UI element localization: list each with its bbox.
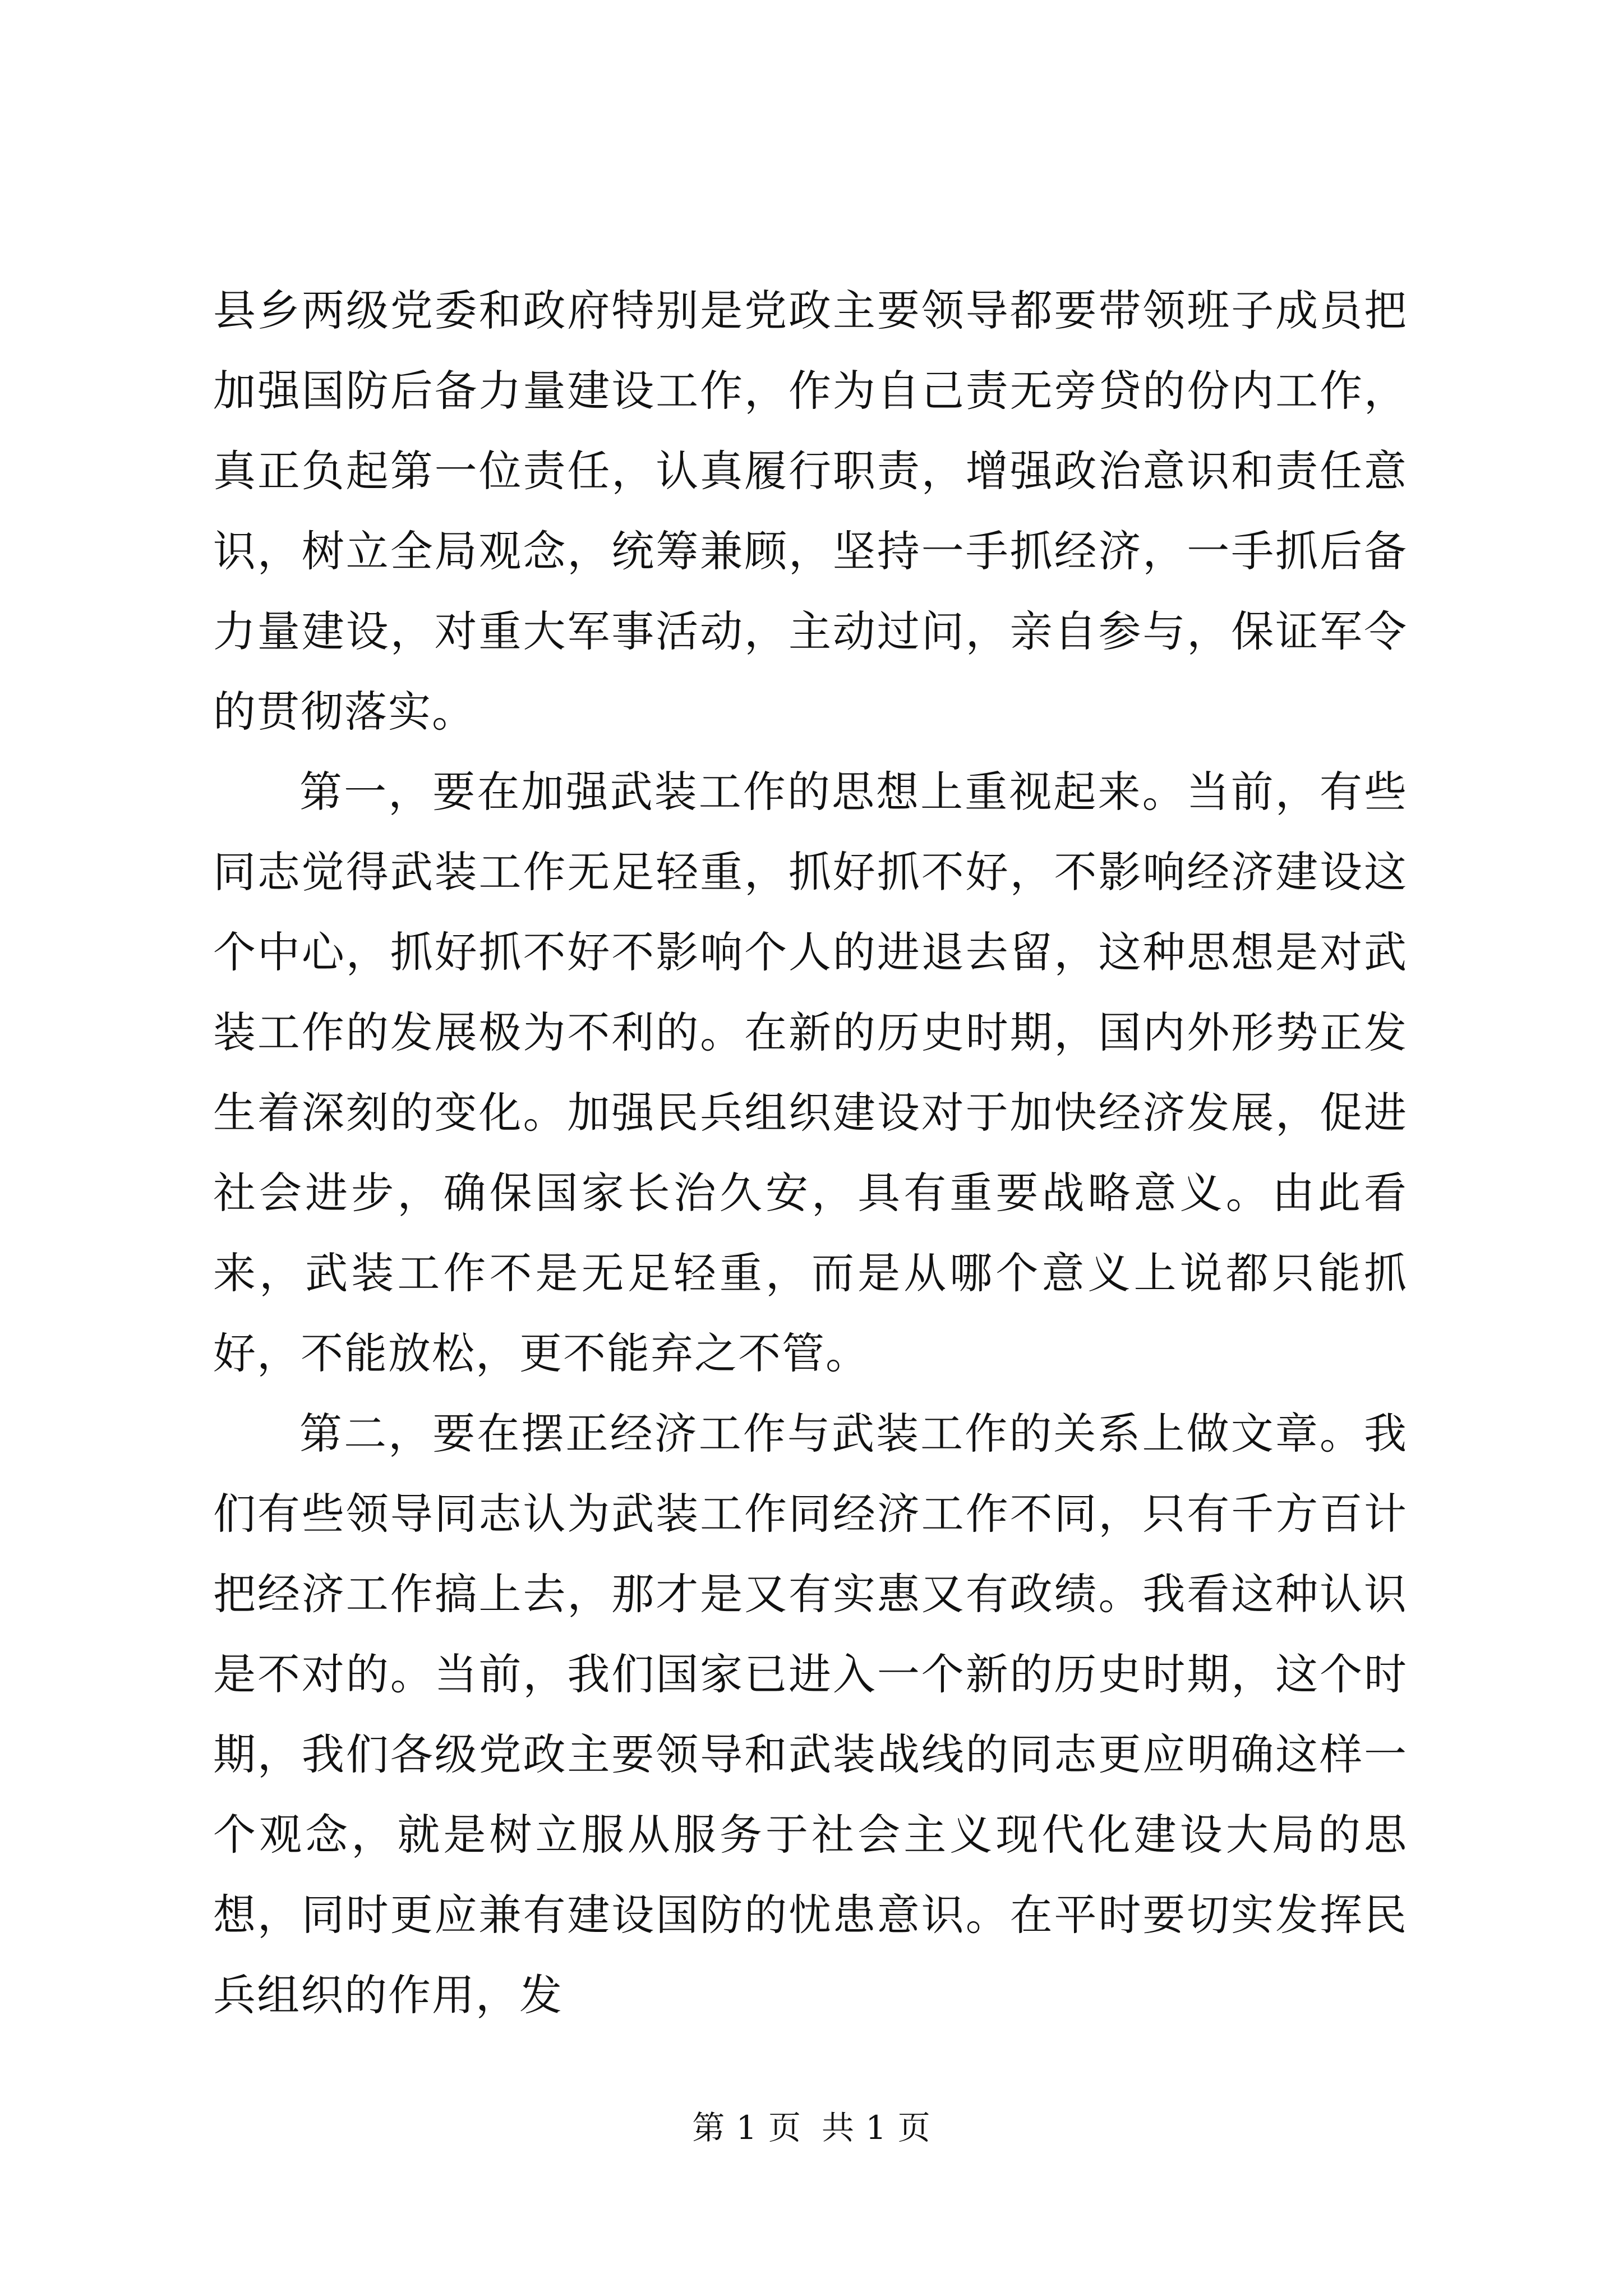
- paragraph-3: 第二，要在摆正经济工作与武装工作的关系上做文章。我们有些领导同志认为武装工作同经济工作不同，只有千方百计把经济工作搞上去，那才是又有实惠又有政绩。我看这种认识是不对的。当前，我们国家已进入一个新的历史时期，这个时期，我们各级党政主要领导和武装战线的同志更应明确这样一个观念，就是树立服从服务于社会主义现代化建设大局的思想，同时更应兼有建设国防的忧患意识。在平时要切实发挥民兵组织的作用，发: [213, 1409, 1408, 2020]
- page-total: 共 1 页: [822, 2109, 931, 2147]
- page-number: 第 1 页: [692, 2109, 801, 2147]
- paragraph-2: 第一，要在加强武装工作的思想上重视起来。当前，有些同志觉得武装工作无足轻重，抓好抓不好，不影响经济建设这个中心，抓好抓不好不影响个人的进退去留，这种思想是对武装工作的发展极为不利的。在新的历史时期，国内外形势正发生着深刻的变化。加强民兵组织建设对于加快经济发展，促进社会进步，确保国家长治久安，具有重要战略意义。由此看来，武装工作不是无足轻重，而是从哪个意义上说都只能抓好，不能放松，更不能弃之不管。: [213, 767, 1408, 1378]
- page-footer: [0, 2108, 1623, 2147]
- document-body: [213, 270, 1408, 2035]
- paragraph-1: 县乡两级党委和政府特别是党政主要领导都要带领班子成员把加强国防后备力量建设工作，作为自己责无旁贷的份内工作，真正负起第一位责任，认真履行职责，增强政治意识和责任意识，树立全局观念，统筹兼顾，坚持一手抓经济，一手抓后备力量建设，对重大军事活动，主动过问，亲自参与，保证军令的贯彻落实。: [213, 286, 1408, 737]
